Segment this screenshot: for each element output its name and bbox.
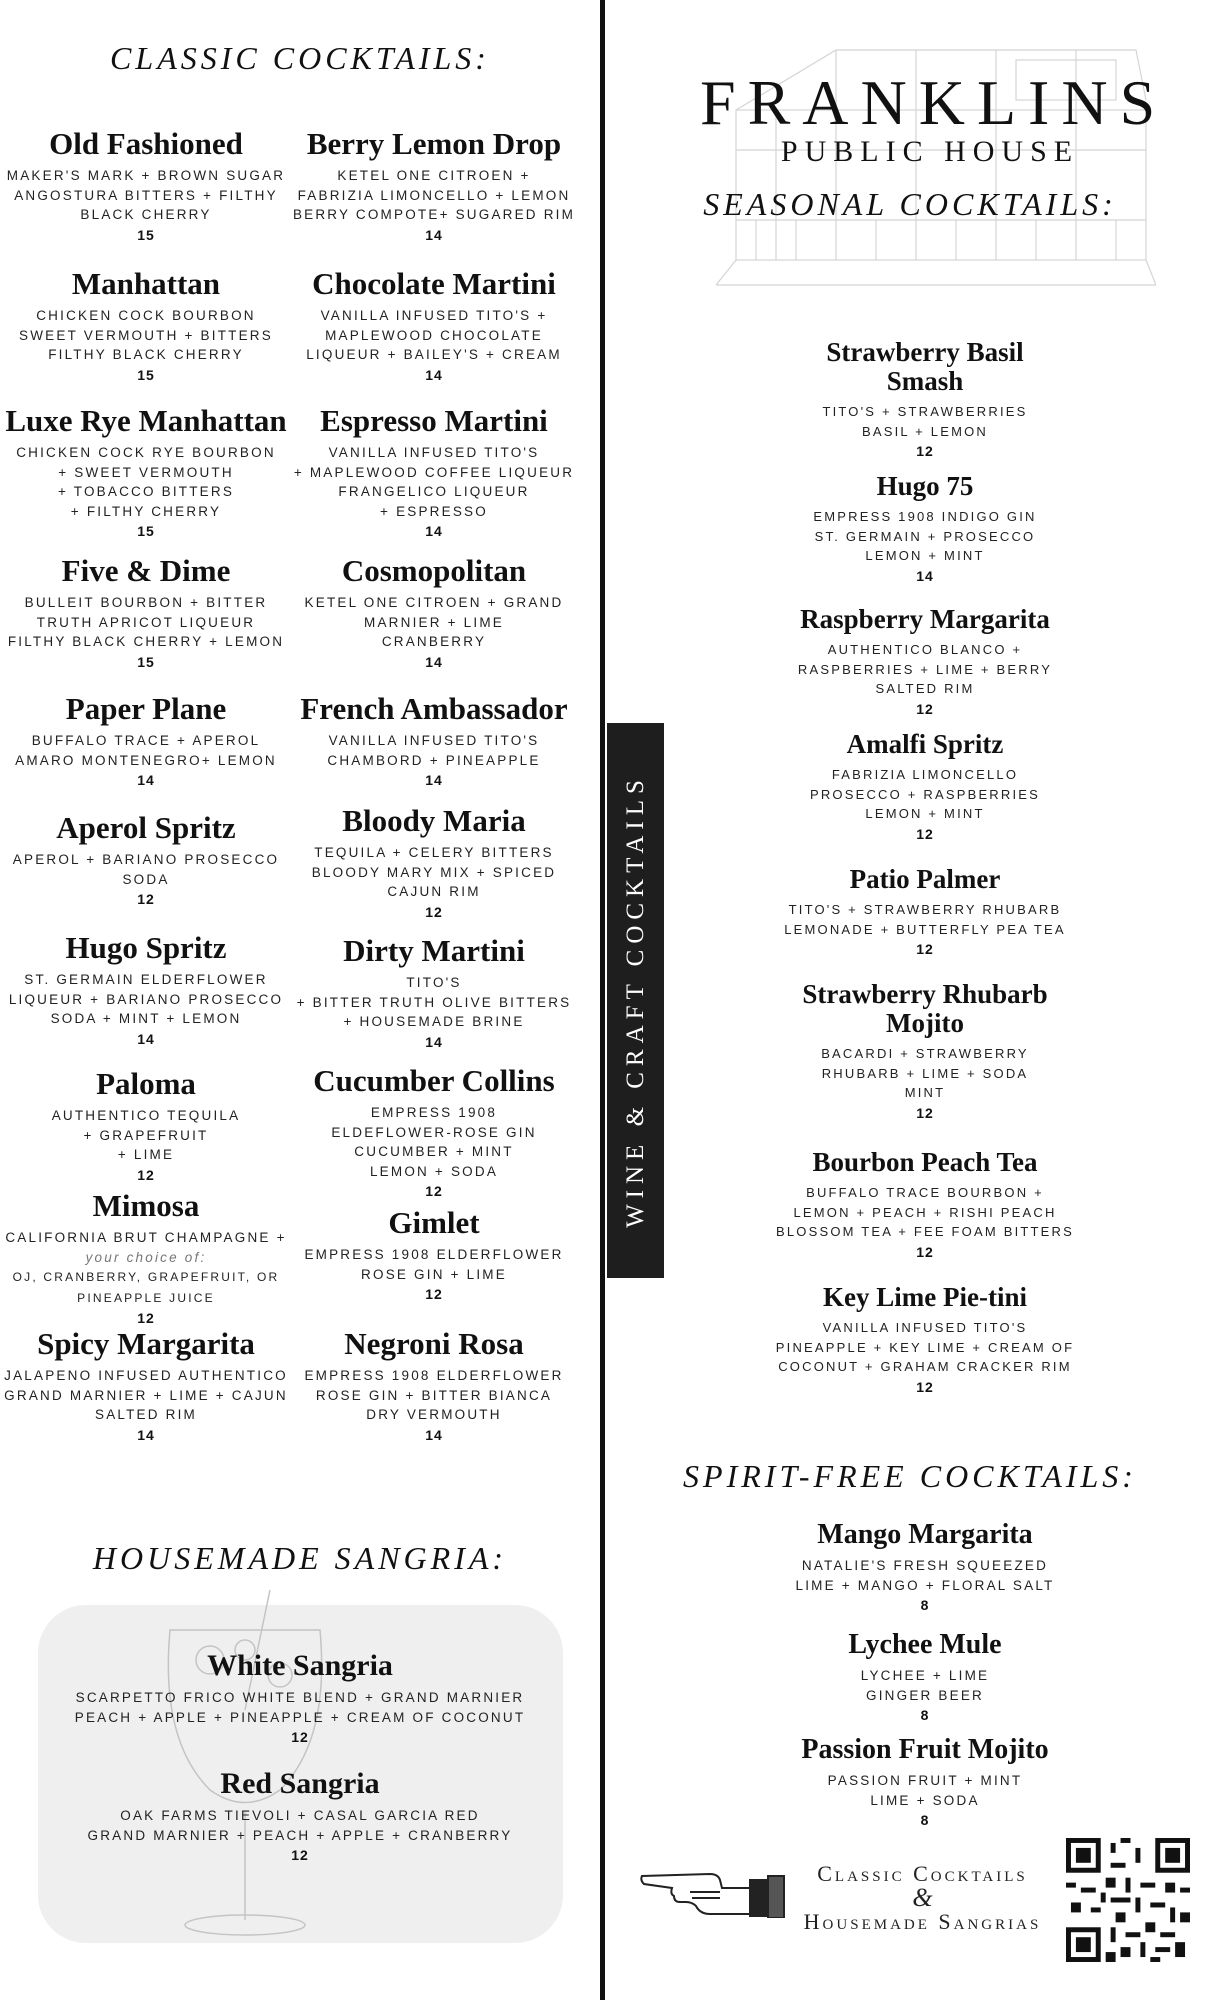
item-description: NATALIE'S FRESH SQUEEZED LIME + MANGO + FLORAL SALT bbox=[795, 1558, 1055, 1593]
item-name: Bourbon Peach Tea bbox=[812, 1147, 1038, 1177]
item-description: LYCHEE + LIME GINGER BEER bbox=[860, 1668, 990, 1703]
item-name: Lychee Mule bbox=[848, 1629, 1002, 1660]
item-name: White Sangria bbox=[207, 1649, 393, 1682]
item-description: OAK FARMS TIEVOLI + CASAL GARCIA RED GRAND MARNIER + PEACH + APPLE + CRANBERRY bbox=[87, 1808, 513, 1843]
menu-item bbox=[292, 1207, 576, 1302]
item-description: VANILLA INFUSED TITO'S PINEAPPLE + KEY LIME + CREAM OF COCONUT + GRAHAM CRACKER RIM bbox=[775, 1320, 1075, 1374]
item-description: APEROL + BARIANO PROSECCO SODA bbox=[12, 852, 280, 887]
menu-item bbox=[0, 1068, 292, 1183]
item-price: 14 bbox=[425, 772, 443, 788]
menu-item bbox=[50, 1650, 550, 1745]
item-price: 14 bbox=[425, 226, 443, 243]
item-description: VANILLA INFUSED TITO'S CHAMBORD + PINEAPPLE bbox=[327, 733, 541, 768]
menu-item bbox=[760, 338, 1090, 459]
menu-item bbox=[292, 805, 576, 920]
item-name: Paloma bbox=[96, 1066, 196, 1101]
item-description: CHICKEN COCK RYE BOURBON + SWEET VERMOUTH + TOBACCO BITTERS + FILTHY CHERRY bbox=[16, 445, 276, 519]
item-price: 12 bbox=[425, 1286, 443, 1302]
item-name: Red Sangria bbox=[220, 1767, 380, 1800]
menu-item bbox=[50, 1768, 550, 1863]
item-price: 12 bbox=[916, 1104, 934, 1121]
menu-item bbox=[0, 555, 292, 670]
item-price: 8 bbox=[920, 1707, 930, 1723]
item-name: Cosmopolitan bbox=[341, 553, 527, 588]
center-divider bbox=[600, 0, 605, 2000]
item-price: 12 bbox=[916, 1243, 934, 1260]
item-description: EMPRESS 1908 INDIGO GIN ST. GERMAIN + PROSECCO LEMON + MINT bbox=[813, 509, 1037, 563]
item-name: Patio Palmer bbox=[849, 864, 1001, 894]
item-name: Amalfi Spritz bbox=[846, 729, 1004, 759]
item-description: TITO'S + STRAWBERRIES BASIL + LEMON bbox=[822, 404, 1028, 439]
menu-item bbox=[292, 128, 576, 243]
item-name: Aperol Spritz bbox=[56, 810, 236, 845]
item-choice-note: your choice of: bbox=[85, 1249, 207, 1265]
item-description: ST. GERMAIN ELDERFLOWER LIQUEUR + BARIANO PROSECCO SODA + MINT + LEMON bbox=[8, 972, 284, 1026]
item-price: 12 bbox=[291, 1847, 309, 1863]
item-price: 12 bbox=[916, 1378, 934, 1395]
item-price: 14 bbox=[425, 1426, 443, 1443]
item-name: Berry Lemon Drop bbox=[306, 126, 562, 161]
item-description: BULLEIT BOURBON + BITTER TRUTH APRICOT LIQUEUR FILTHY BLACK CHERRY + LEMON bbox=[7, 595, 285, 649]
menu-item bbox=[0, 405, 292, 539]
item-description: EMPRESS 1908 ELDERFLOWER ROSE GIN + LIME bbox=[304, 1247, 564, 1282]
item-name: Hugo Spritz bbox=[65, 930, 227, 965]
item-name: Negroni Rosa bbox=[344, 1326, 524, 1361]
menu-item bbox=[760, 605, 1090, 717]
item-description: BACARDI + STRAWBERRY RHUBARB + LIME + SODA MINT bbox=[821, 1046, 1029, 1100]
menu-item bbox=[292, 1065, 576, 1199]
item-name: Passion Fruit Mojito bbox=[801, 1734, 1049, 1765]
menu-item bbox=[0, 1190, 292, 1326]
item-name: Spicy Margarita bbox=[37, 1326, 255, 1361]
seasonal-cocktails-title: SEASONAL COCKTAILS: bbox=[703, 186, 1117, 222]
item-description: MAKER'S MARK + BROWN SUGAR ANGOSTURA BITTERS + FILTHY BLACK CHERRY bbox=[6, 168, 286, 222]
item-name: Paper Plane bbox=[65, 691, 227, 726]
item-description: EMPRESS 1908 ELDERFLOWER ROSE GIN + BITTER BIANCA DRY VERMOUTH bbox=[304, 1368, 564, 1422]
item-price: 12 bbox=[916, 825, 934, 842]
item-price: 14 bbox=[137, 772, 155, 788]
pointing-hand-icon bbox=[640, 1858, 785, 1918]
item-name: French Ambassador bbox=[300, 691, 568, 726]
menu-item bbox=[0, 693, 292, 788]
item-price: 12 bbox=[916, 941, 934, 957]
item-description-extra: OJ, CRANBERRY, GRAPEFRUIT, OR PINEAPPLE JUICE bbox=[12, 1270, 280, 1305]
item-description: CHICKEN COCK BOURBON SWEET VERMOUTH + BITTERS FILTHY BLACK CHERRY bbox=[19, 308, 273, 362]
menu-item bbox=[760, 1735, 1090, 1828]
item-description: KETEL ONE CITROEN + GRAND MARNIER + LIME CRANBERRY bbox=[304, 595, 564, 649]
item-price: 14 bbox=[425, 523, 443, 539]
item-name: Five & Dime bbox=[61, 553, 231, 588]
item-description: PASSION FRUIT + MINT LIME + SODA bbox=[827, 1773, 1023, 1808]
item-description: TITO'S + BITTER TRUTH OLIVE BITTERS + HOUSEMADE BRINE bbox=[296, 975, 572, 1029]
item-description: AUTHENTICO TEQUILA + GRAPEFRUIT + LIME bbox=[51, 1108, 241, 1162]
item-price: 14 bbox=[425, 653, 443, 670]
menu-item bbox=[760, 472, 1090, 584]
item-price: 8 bbox=[920, 1812, 930, 1828]
item-price: 14 bbox=[137, 1426, 155, 1443]
item-price: 12 bbox=[137, 1166, 155, 1183]
item-name: Key Lime Pie-tini bbox=[823, 1282, 1027, 1312]
item-name: Raspberry Margarita bbox=[800, 604, 1050, 634]
menu-item bbox=[0, 128, 292, 243]
brand-logo bbox=[700, 67, 1168, 168]
footer-text bbox=[785, 1862, 1060, 1934]
item-name: Old Fashioned bbox=[49, 126, 243, 161]
item-description: EMPRESS 1908 ELDEFLOWER-ROSE GIN CUCUMBER + MINT LEMON + SODA bbox=[331, 1105, 537, 1179]
menu-item bbox=[0, 932, 292, 1047]
item-name: Dirty Martini bbox=[343, 933, 525, 968]
item-price: 12 bbox=[291, 1729, 309, 1745]
item-name: Mimosa bbox=[92, 1188, 200, 1223]
menu-item bbox=[760, 1148, 1090, 1260]
item-name: Strawberry Basil Smash bbox=[826, 337, 1024, 396]
menu-item bbox=[760, 980, 1090, 1121]
item-name: Cucumber Collins bbox=[313, 1063, 555, 1098]
item-name: Chocolate Martini bbox=[312, 266, 556, 301]
item-name: Mango Margarita bbox=[817, 1519, 1033, 1550]
item-description: CALIFORNIA BRUT CHAMPAGNE + your choice of: OJ, CRANBERRY, GRAPEFRUIT, OR PINEAPPLE JUICE bbox=[0, 1228, 292, 1308]
classic-cocktails-title: CLASSIC COCKTAILS: bbox=[110, 40, 490, 76]
brand-subtitle: PUBLIC HOUSE bbox=[780, 135, 1080, 168]
item-price: 8 bbox=[920, 1597, 930, 1613]
item-price: 15 bbox=[137, 653, 155, 670]
menu-item bbox=[292, 693, 576, 788]
item-price: 15 bbox=[137, 366, 155, 383]
item-description: JALAPENO INFUSED AUTHENTICO GRAND MARNIER + LIME + CAJUN SALTED RIM bbox=[4, 1368, 288, 1422]
item-name: Strawberry Rhubarb Mojito bbox=[802, 979, 1048, 1038]
item-price: 12 bbox=[916, 700, 934, 717]
menu-item bbox=[760, 1283, 1090, 1395]
item-price: 14 bbox=[425, 366, 443, 383]
item-description: BUFFALO TRACE BOURBON + LEMON + PEACH + RISHI PEACH BLOSSOM TEA + FEE FOAM BITTERS bbox=[775, 1185, 1074, 1239]
footer-line-1: Classic Cocktails bbox=[817, 1861, 1028, 1886]
menu-item bbox=[0, 268, 292, 383]
vertical-tab bbox=[607, 723, 664, 1278]
item-name: Hugo 75 bbox=[876, 471, 974, 501]
item-price: 12 bbox=[425, 903, 443, 920]
item-price: 14 bbox=[425, 1033, 443, 1050]
item-price: 12 bbox=[916, 443, 934, 459]
menu-item bbox=[292, 935, 576, 1050]
menu-item bbox=[760, 1630, 1090, 1723]
item-price: 15 bbox=[137, 523, 155, 539]
item-description: SCARPETTO FRICO WHITE BLEND + GRAND MARNIER PEACH + APPLE + PINEAPPLE + CREAM OF COCONUT bbox=[74, 1690, 526, 1725]
footer-line-3: Housemade Sangrias bbox=[803, 1909, 1042, 1934]
brand-name: FRANKLINS bbox=[700, 67, 1168, 138]
item-name: Bloody Maria bbox=[342, 803, 526, 838]
item-price: 14 bbox=[137, 1030, 155, 1047]
item-description: FABRIZIA LIMONCELLO PROSECCO + RASPBERRIES LEMON + MINT bbox=[809, 767, 1041, 821]
menu-item bbox=[760, 865, 1090, 957]
item-name: Luxe Rye Manhattan bbox=[5, 403, 287, 438]
item-price: 12 bbox=[137, 1310, 155, 1326]
menu-item bbox=[292, 405, 576, 539]
menu-item bbox=[760, 730, 1090, 842]
item-description: VANILLA INFUSED TITO'S + MAPLEWOOD CHOCOLATE LIQUEUR + BAILEY'S + CREAM bbox=[306, 308, 562, 362]
item-description: VANILLA INFUSED TITO'S + MAPLEWOOD COFFEE LIQUEUR FRANGELICO LIQUEUR + ESPRESSO bbox=[293, 445, 575, 519]
qr-code-icon[interactable] bbox=[1066, 1838, 1190, 1962]
item-name: Espresso Martini bbox=[320, 403, 548, 438]
sangria-title: HOUSEMADE SANGRIA: bbox=[92, 1540, 508, 1576]
menu-item bbox=[0, 812, 292, 907]
vertical-tab-label: WINE & CRAFT COCKTAILS bbox=[621, 773, 649, 1228]
item-price: 15 bbox=[137, 226, 155, 243]
item-description: AUTHENTICO BLANCO + RASPBERRIES + LIME + BERRY SALTED RIM bbox=[797, 642, 1053, 696]
item-name: Gimlet bbox=[388, 1205, 480, 1240]
menu-item bbox=[292, 555, 576, 670]
item-description: TITO'S + STRAWBERRY RHUBARB LEMONADE + BUTTERFLY PEA TEA bbox=[784, 902, 1066, 937]
footer-line-2: & bbox=[912, 1883, 933, 1912]
item-name: Manhattan bbox=[71, 266, 221, 301]
menu-item bbox=[292, 1328, 576, 1443]
item-description: BUFFALO TRACE + APEROL AMARO MONTENEGRO+ LEMON bbox=[15, 733, 277, 768]
item-price: 14 bbox=[916, 567, 934, 584]
spirit-free-title: SPIRIT-FREE COCKTAILS: bbox=[683, 1458, 1137, 1494]
menu-item bbox=[292, 268, 576, 383]
menu-item bbox=[0, 1328, 292, 1443]
item-price: 12 bbox=[137, 891, 155, 907]
menu-item bbox=[760, 1520, 1090, 1613]
item-description: TEQUILA + CELERY BITTERS BLOODY MARY MIX + SPICED CAJUN RIM bbox=[311, 845, 557, 899]
item-price: 12 bbox=[425, 1183, 443, 1199]
item-description: KETEL ONE CITROEN + FABRIZIA LIMONCELLO + LEMON BERRY COMPOTE+ SUGARED RIM bbox=[292, 168, 576, 222]
